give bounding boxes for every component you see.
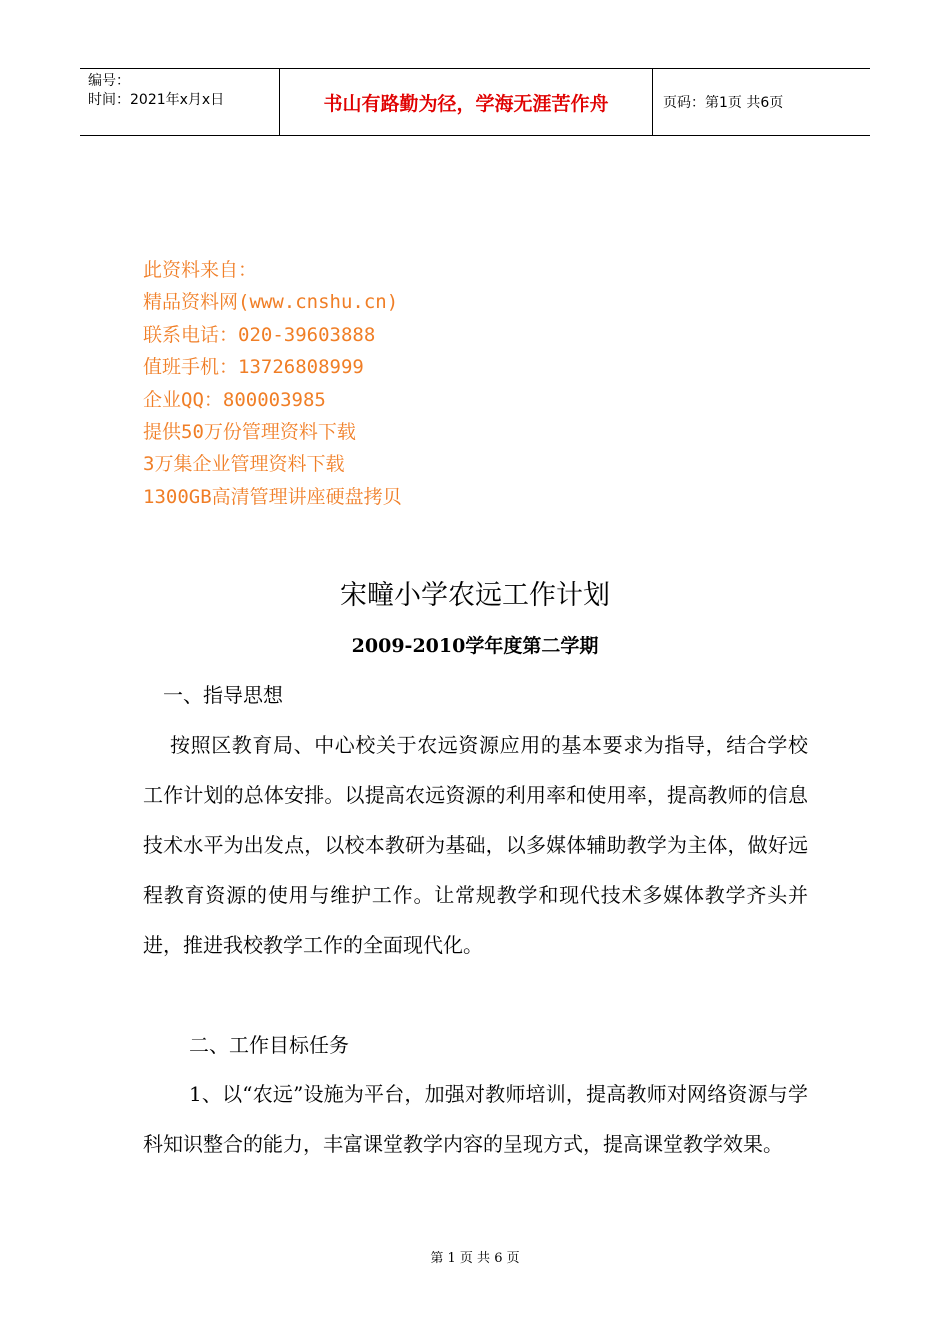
header-meta-cell <box>80 69 280 135</box>
source-line: 提供50万份管理资料下载 <box>143 421 356 444</box>
document-title: 宋疃小学农远工作计划 <box>340 580 610 611</box>
header-table <box>80 68 870 136</box>
source-info-block <box>143 254 402 513</box>
document-subtitle: 2009-2010学年度第二学期 <box>351 635 599 657</box>
header-page-info: 页码：第1页 共6页 <box>663 95 784 111</box>
header-motto: 书山有路勤为径，学海无涯苦作舟 <box>280 69 653 135</box>
time-label: 时间：2021年x月x日 <box>88 92 225 108</box>
section1-paragraph: 按照区教育局、中心校关于农远资源应用的基本要求为指导，结合学校工作计划的总体安排。以提高农远资源的利用率和使用率，提高教师的信息技术水平为出发点，以校本教研为基础，以多媒体辅助教学为主体，做好远程教育资源的使用与维护工作。让常规教学和现代技术多媒体教学齐头并进，推进我校教学工作的全面现代化。 <box>143 733 808 957</box>
section1-heading: 一、指导思想 <box>163 683 283 707</box>
source-line: 值班手机：13726808999 <box>143 356 364 379</box>
page-footer: 第 1 页 共 6 页 <box>430 1251 520 1266</box>
number-label: 编号： <box>88 73 130 89</box>
source-line: 企业QQ：800003985 <box>143 388 326 411</box>
section2-paragraph: 1、以“农远”设施为平台，加强对教师培训，提高教师对网络资源与学科知识整合的能力，丰富课堂教学内容的呈现方式，提高课堂教学效果。 <box>143 1082 808 1156</box>
source-line: 精品资料网(www.cnshu.cn) <box>143 291 399 314</box>
source-line: 此资料来自： <box>143 259 258 281</box>
source-line: 1300GB高清管理讲座硬盘拷贝 <box>143 485 402 508</box>
source-line: 联系电话：020-39603888 <box>143 323 376 346</box>
source-line: 3万集企业管理资料下载 <box>143 453 345 476</box>
section2-heading: 二、工作目标任务 <box>189 1033 349 1057</box>
